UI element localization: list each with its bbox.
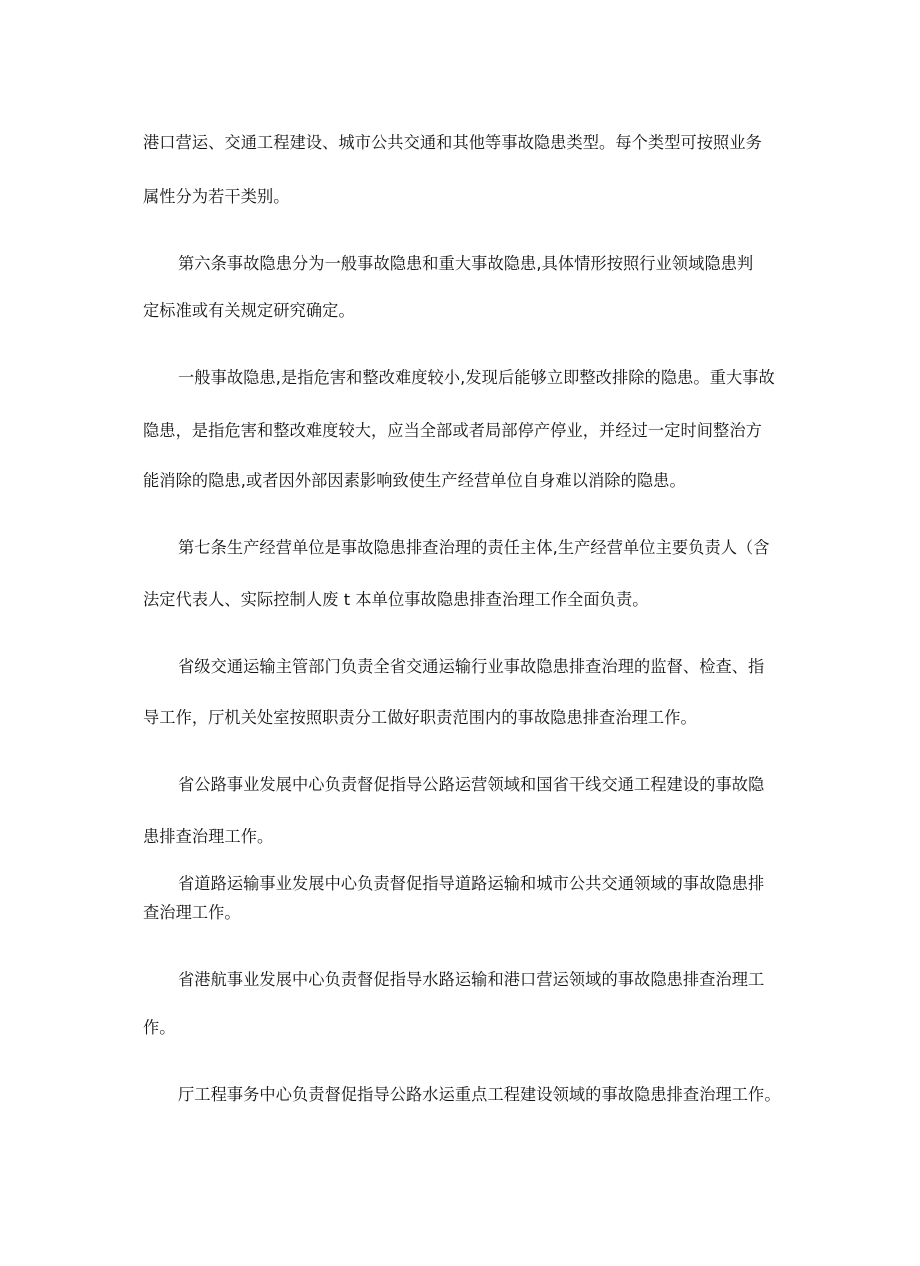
text-line-8: 第七条生产经营单位是事故隐患排查治理的责任主体,生产经营单位主要负责人（含 bbox=[178, 538, 770, 557]
text-line-12: 省公路事业发展中心负责督促指导公路运营领域和国省干线交通工程建设的事故隐 bbox=[178, 775, 765, 794]
text-line-7: 能消除的隐患,或者因外部因素影响致使生产经营单位自身难以消除的隐患。 bbox=[143, 471, 686, 490]
text-line-15: 查治理工作。 bbox=[143, 903, 241, 922]
text-line-2: 属性分为若干类别。 bbox=[143, 187, 290, 206]
text-line-10: 省级交通运输主管部门负责全省交通运输行业事故隐患排查治理的监督、检查、指 bbox=[178, 657, 765, 676]
text-line-17: 作。 bbox=[143, 1018, 176, 1037]
text-line-4: 定标准或有关规定研究确定。 bbox=[143, 301, 355, 320]
text-line-18: 厅工程事务中心负责督促指导公路水运重点工程建设领域的事故隐患排查治理工作。 bbox=[178, 1085, 781, 1104]
text-line-13: 患排查治理工作。 bbox=[143, 827, 274, 846]
text-line-11: 导工作，厅机关处室按照职责分工做好职责范围内的事故隐患排查治理工作。 bbox=[143, 708, 697, 727]
text-line-1: 港口营运、交通工程建设、城市公共交通和其他等事故隐患类型。每个类型可按照业务 bbox=[143, 133, 762, 152]
text-line-16: 省港航事业发展中心负责督促指导水路运输和港口营运领域的事故隐患排查治理工 bbox=[178, 970, 765, 989]
text-line-5: 一般事故隐患,是指危害和整改难度较小,发现后能够立即整改排除的隐患。重大事故 bbox=[178, 368, 775, 387]
text-line-6: 隐患，是指危害和整改难度较大，应当全部或者局部停产停业，并经过一定时间整治方 bbox=[143, 421, 762, 440]
text-line-9: 法定代表人、实际控制人废 t 本单位事故隐患排查治理工作全面负责。 bbox=[143, 590, 649, 609]
text-line-3: 第六条事故隐患分为一般事故隐患和重大事故隐患,具体情形按照行业领域隐患判 bbox=[178, 254, 754, 273]
text-line-14: 省道路运输事业发展中心负责督促指导道路运输和城市公共交通领域的事故隐患排 bbox=[178, 874, 765, 893]
